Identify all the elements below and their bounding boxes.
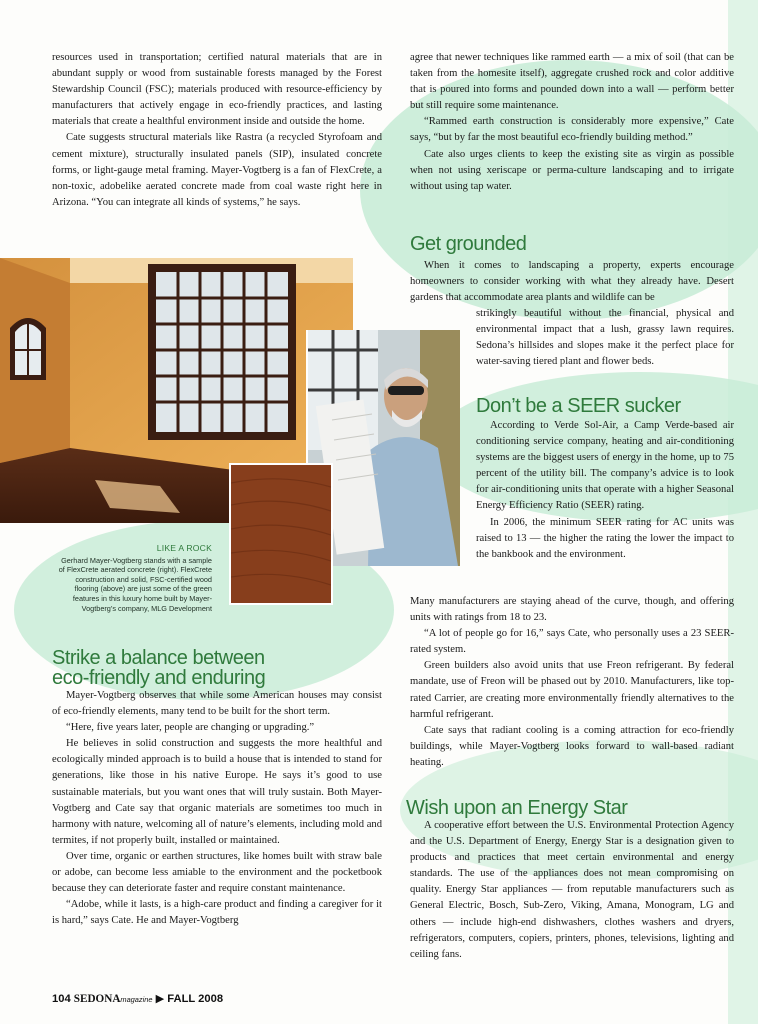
- body-paragraph: According to Verde Sol-Air, a Camp Verde-based air conditioning service company, heating and air-conditioning systems are the biggest users of energy in the home, up to 75 percent of the utility bill. The company’s advice is to look for air-conditioning units that operate with a higher Seasonal Energy Efficiency Ratio (SEER) rating.: [476, 420, 734, 512]
- body-paragraph: Over time, organic or earthen structures, like homes built with straw bale or adobe, can become less amiable to the environment and the pocketbook because they can deteriorate faster and require constant maintenance.: [52, 850, 382, 895]
- body-paragraph: Cate says that radiant cooling is a coming attraction for eco-friendly buildings, while Mayer-Vogtberg looks forward to wall-based radiant heating.: [410, 724, 734, 768]
- photo-caption: [56, 544, 212, 613]
- body-paragraph: Green builders also avoid units that use Freon refrigerant. By federal mandate, use of Freon will be phased out by 2010. Manufacturers, like top-rated Carrier, are creating more environmentally friendly alternatives to the harmful refrigerant.: [410, 660, 734, 720]
- body-paragraph: When it comes to landscaping a property, experts encourage homeowners to consider working with what they already have. Desert gardens that accommodate area plants and wildlife can be: [410, 260, 734, 304]
- energystar-text: [410, 818, 734, 963]
- page-number: 104: [52, 993, 71, 1005]
- caption-title: LIKE A ROCK: [156, 543, 212, 553]
- left-column-top: [52, 50, 382, 211]
- seer-text-narrow: [476, 418, 734, 563]
- body-paragraph: He believes in solid construction and suggests the more healthful and ecologically minded approach is to build a house that is intended to stand for generations, like those in his native Europe. He says it’s good to use sustainable materials, but you want ones that will truly sustain. Both Mayer-Vogtberg and Cate say that organic materials are sometimes too much in harmony with nature, welcoming all of nature’s elements, including mold and termites, if not properly built, installed or maintained.: [52, 738, 382, 846]
- body-paragraph: Cate also urges clients to keep the existing site as virgin as possible when not using xeriscape or perma-culture landscaping and to irrigate without using tap water.: [410, 148, 734, 192]
- section-heading-energystar: Wish upon an Energy Star: [406, 797, 628, 819]
- section-heading-balance: Strike a balance between eco-friendly and enduring: [52, 647, 266, 689]
- body-paragraph: strikingly beautiful without the financial, physical and environmental impact that a lush, grassy lawn requires. Sedona’s hillsides and slopes make it the perfect place for water-saving tiered plant and flower beds.: [476, 308, 734, 368]
- wood-illustration: [231, 465, 331, 603]
- body-paragraph: “A lot of people go for 16,” says Cate, who personally uses a 23 SEER-rated system.: [410, 628, 734, 656]
- body-paragraph: resources used in transportation; certified natural materials that are in abundant supply or wood from sustainable forests managed by the Forest Stewardship Council (FSC); materials produced with resource-efficiency by manufacturers that actively engage in eco-friendly practices, and lasting materials that create a healthful environment inside and outside the home.: [52, 52, 382, 128]
- right-column-top: [410, 50, 734, 195]
- body-paragraph: In 2006, the minimum SEER rating for AC units was raised to 13 — the higher the rating the lower the impact to the bankbook and the environment.: [476, 516, 734, 560]
- grounded-text-narrow: [476, 306, 734, 370]
- body-paragraph: Cate suggests structural materials like Rastra (a recycled Styrofoam and cement mixture), structurally insulated panels (SIP), insulated concrete forms, or light-gauge metal framing. Mayer-Vogtberg is a fan of FlexCrete, a non-toxic, adobelike aerated concrete made from coal waste right here in Arizona. “You can integrate all kinds of systems,” he says.: [52, 132, 382, 208]
- magazine-suffix: magazine: [120, 995, 153, 1004]
- grounded-text-full: [410, 258, 734, 306]
- caption-body: Gerhard Mayer-Vogtberg stands with a sample of FlexCrete aerated concrete (right). FlexCrete construction and solid, FSC-certified wood flooring (above) are just some of the green features in this luxury home built by Mayer-Vogtberg’s company, MLG Development: [58, 555, 212, 613]
- issue-label: FALL 2008: [167, 993, 224, 1005]
- page-footer: [52, 992, 223, 1005]
- section-heading-grounded: Get grounded: [410, 233, 527, 255]
- body-paragraph: “Adobe, while it lasts, is a high-care product and finding a caregiver for it is hard,” says Cate. He and Mayer-Vogtberg: [52, 899, 382, 927]
- triangle-right-icon: ▶: [155, 993, 165, 1005]
- body-paragraph: “Here, five years later, people are changing or upgrading.”: [66, 722, 315, 734]
- body-paragraph: Many manufacturers are staying ahead of the curve, though, and offering units with ratings from 18 to 23.: [410, 596, 734, 624]
- body-paragraph: A cooperative effort between the U.S. Environmental Protection Agency and the U.S. Department of Energy, Energy Star is a designation given to products and practices that meet certain environmental and energy standards. The use of the appliances does not mean compromising on quality. Energy Star appliances — from reputable manufacturers such as General Electric, Bosch, Sub-Zero, Viking, Amana, Monogram, LG and others — include high-end dishwashers, clothes washers and dryers, refrigerators, computers, copiers, printers, phones, televisions, lighting and ceiling fans.: [410, 820, 734, 960]
- wood-flooring-photo: [229, 463, 333, 605]
- seer-text-full: [410, 594, 734, 771]
- body-paragraph: Mayer-Vogtberg observes that while some American houses may consist of eco-friendly elements, many tend to be built for the short term.: [52, 690, 382, 718]
- body-paragraph: agree that newer techniques like rammed earth — a mix of soil (that can be taken from the homesite itself), aggregate crushed rock and color additive that is poured into forms and pounded down into a wall — perform better but still require some maintenance.: [410, 52, 734, 112]
- magazine-name: SEDONA: [73, 993, 121, 1005]
- section-heading-seer: Don’t be a SEER sucker: [476, 395, 681, 417]
- body-paragraph: “Rammed earth construction is considerably more expensive,” Cate says, “but by far the most beautiful eco-friendly building method.”: [410, 116, 734, 144]
- left-column-bottom: [52, 688, 382, 929]
